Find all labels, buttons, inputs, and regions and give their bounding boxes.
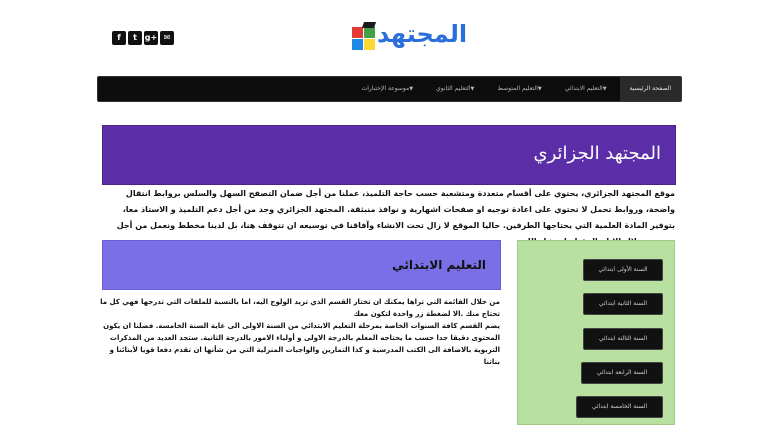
nav-item-secondary-label: التعليم الثانوي: [436, 85, 471, 92]
sidebar-link-year-4[interactable]: السنة الرابعة ابتدائي: [581, 362, 663, 384]
sidebar-link-year-3[interactable]: السنة الثالثة ابتدائي: [583, 328, 663, 350]
section-title: التعليم الابتدائي: [392, 258, 486, 272]
sidebar-year-links: [517, 240, 675, 425]
nav-item-home-label: الصفحة الرئيسية: [629, 85, 671, 92]
nav-item-primary[interactable]: [555, 77, 620, 101]
section-header: [102, 240, 501, 290]
nav-item-secondary[interactable]: [426, 77, 487, 101]
section-paragraph: يضم القسم كافة السنوات الخاصة بمرحلة التعليم الابتدائي من السنة الاولى الى غاية السنة الخامسة. فضلنا ان يكون المحتوى دقيقا جدا حسب ما يحتاجه المعلم بالدرجة الاولى و أولياء الامور بالدرجة الثانية. ستجد العديد من المذكرات التربوية بالاضافة الى الكتب المدرسية و كذا التمارين والواجبات المنزلية التي من شأنها ان تقدم دفعا قويا لأبنائنا و بناتنا: [103, 322, 500, 366]
intro-text: موقع المجتهد الجزائري، يحتوي على أقسام متعددة ومتشعبة حسب حاجة التلميذ، عملنا من أجل ضمان التصفح السهل والسلس بروابط انتقال واضحة، وروابط تحمل لا تحتوي على اعادة توجيه او صفحات اشهارية و نوافذ منبثقة. المجتهد الجزائري وجد من أجل دعم التلميذ و الاستاذ معا، بتوفير المادة العلمية التي يحتاجها الطرفين. حاليا الموقع لا زال تحت الانشاء وآفاقنا في توسيعه ان تتوقف هنا، بل لدينا مخطط ونعمل من أجل: [116, 189, 675, 230]
nav-item-exams-label: موسوعة الإختبارات: [361, 85, 410, 92]
site-logo[interactable]: [352, 20, 468, 54]
page-title: المجتهد الجزائري: [533, 143, 661, 164]
logo-mark-icon: [352, 27, 376, 51]
email-icon[interactable]: ✉: [160, 31, 174, 45]
logo-text: المجتهد: [377, 20, 468, 48]
chevron-down-icon: ▼: [409, 86, 414, 92]
section-paragraph: من خلال القائمة التي تراها يمكنك ان تختار القسم الذي تريد الولوج اليه، اما بالنسبة للملفات التي تدرجها فهي كل ما تحتاج منك .الا لضغطة زر واحدة لتكون معك: [100, 298, 500, 318]
section-body: [97, 296, 500, 368]
chevron-down-icon: ▼: [537, 86, 542, 92]
graduation-cap-icon: [362, 22, 376, 28]
nav-item-middle[interactable]: [487, 77, 554, 101]
nav-item-exams[interactable]: [352, 77, 426, 101]
social-links: [112, 31, 174, 45]
sidebar-link-year-2[interactable]: السنة الثانية ابتدائي: [583, 293, 663, 315]
sidebar-link-year-5[interactable]: السنة الخامسة ابتدائي: [576, 396, 663, 418]
facebook-icon[interactable]: f: [112, 31, 126, 45]
main-navigation: [97, 76, 682, 102]
chevron-down-icon: ▼: [470, 86, 475, 92]
nav-item-home[interactable]: [620, 77, 681, 101]
nav-item-primary-label: التعليم الابتدائي: [564, 85, 603, 92]
sidebar-link-year-1[interactable]: السنة الأولى ابتدائي: [583, 259, 663, 281]
nav-item-middle-label: التعليم المتوسط: [497, 85, 538, 92]
chevron-down-icon: ▼: [602, 86, 607, 92]
twitter-icon[interactable]: t: [128, 31, 142, 45]
hero-banner: [102, 125, 676, 185]
google-plus-icon[interactable]: g+: [144, 31, 158, 45]
